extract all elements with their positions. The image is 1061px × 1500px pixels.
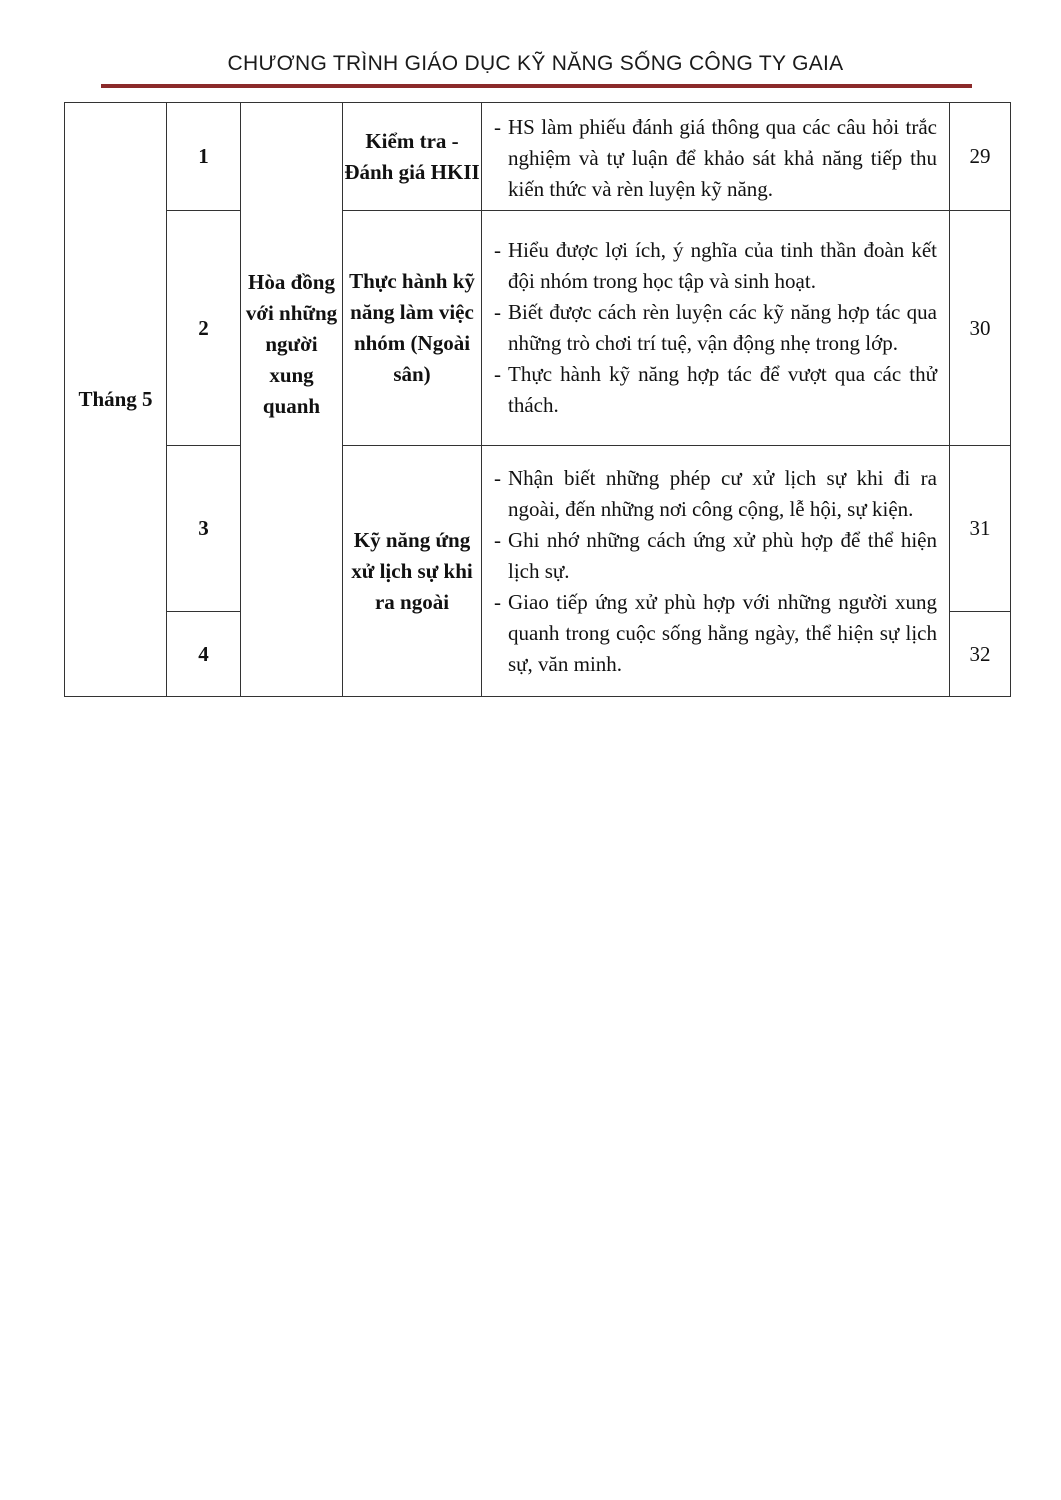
week-cell: 2 (167, 211, 241, 446)
content-cell (482, 446, 950, 697)
lesson-number-cell: 31 (950, 446, 1011, 612)
theme-cell: Hòa đồng với những người xung quanh (241, 103, 343, 697)
lesson-number-cell: 32 (950, 612, 1011, 697)
lesson-number-cell: 30 (950, 211, 1011, 446)
content-item: - Ghi nhớ những cách ứng xử phù hợp để thể hiện lịch sự. (492, 525, 937, 587)
table-row (65, 211, 1011, 446)
week-cell: 4 (167, 612, 241, 697)
table-row (65, 103, 1011, 211)
content-cell (482, 103, 950, 211)
week-cell: 3 (167, 446, 241, 612)
page-header-title: CHƯƠNG TRÌNH GIÁO DỤC KỸ NĂNG SỐNG CÔNG TY GAIA (227, 52, 844, 75)
content-item: - HS làm phiếu đánh giá thông qua các câu hỏi trắc nghiệm và tự luận để khảo sát khả năng tiếp thu kiến thức và rèn luyện kỹ năng. (492, 112, 937, 205)
content-item: - Nhận biết những phép cư xử lịch sự khi đi ra ngoài, đến những nơi công cộng, lễ hội, sự kiện. (492, 463, 937, 525)
content-item: - Giao tiếp ứng xử phù hợp với những người xung quanh trong cuộc sống hằng ngày, thể hiện sự lịch sự, văn minh. (492, 587, 937, 680)
lesson-cell: Kiểm tra - Đánh giá HKII (343, 103, 482, 211)
lesson-number-cell: 29 (950, 103, 1011, 211)
header-divider (101, 84, 972, 88)
curriculum-table (64, 102, 1011, 697)
week-cell: 1 (167, 103, 241, 211)
content-item: - Hiểu được lợi ích, ý nghĩa của tinh thần đoàn kết đội nhóm trong học tập và sinh hoạt. (492, 235, 937, 297)
content-item: - Biết được cách rèn luyện các kỹ năng hợp tác qua những trò chơi trí tuệ, vận động nhẹ trong lớp. (492, 297, 937, 359)
lesson-cell: Kỹ năng ứng xử lịch sự khi ra ngoài (343, 446, 482, 697)
lesson-cell: Thực hành kỹ năng làm việc nhóm (Ngoài sân) (343, 211, 482, 446)
content-cell (482, 211, 950, 446)
month-cell: Tháng 5 (65, 103, 167, 697)
content-item: - Thực hành kỹ năng hợp tác để vượt qua các thử thách. (492, 359, 937, 421)
table-row (65, 446, 1011, 612)
